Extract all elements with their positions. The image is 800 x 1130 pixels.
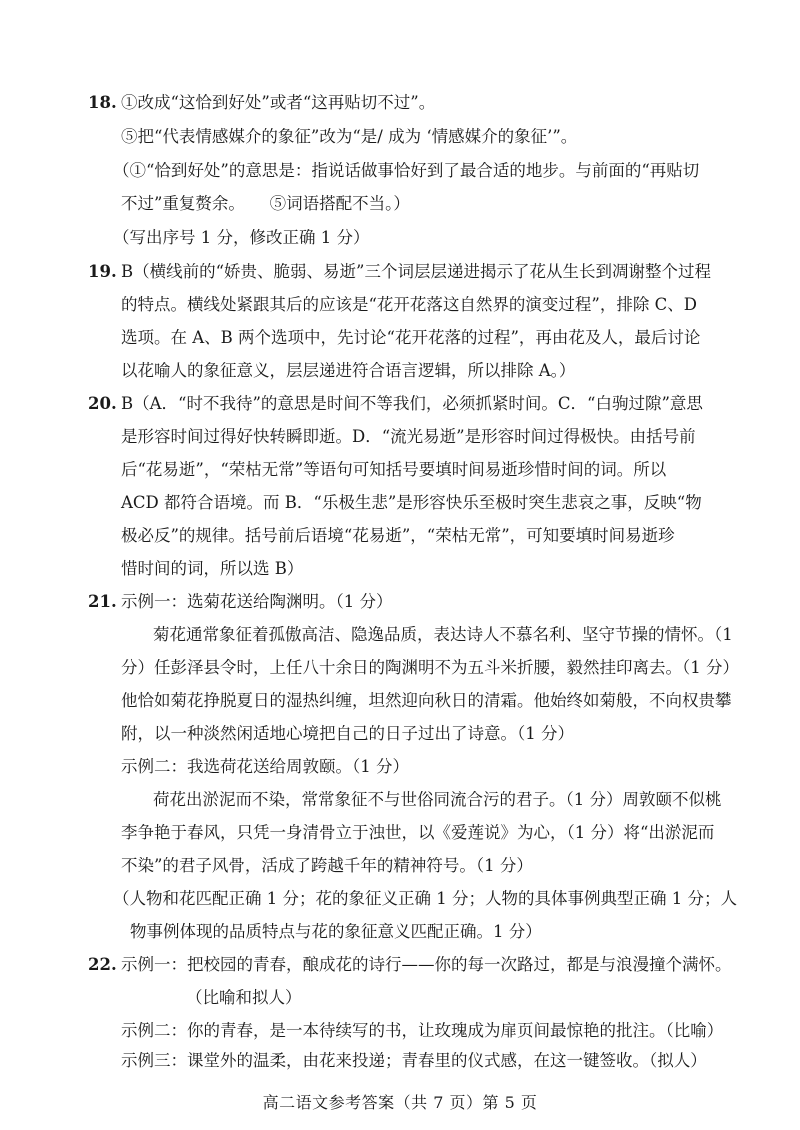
q18-number: 18.: [88, 93, 117, 112]
q20-line-4: ACD 都符合语境。而 B．“乐极生悲”是形容快乐至极时突生悲哀之事，反映“物: [121, 493, 702, 512]
q20-line-1: 20. B（A．“时不我待”的意思是时间不等我们，必须抓紧时间。C．“白驹过隙”意思: [88, 394, 703, 413]
q19-line-1: 19. B（横线前的“娇贵、脆弱、易逝”三个词层层递进揭示了花从生长到凋谢整个过程: [88, 262, 711, 281]
q21-line-9: 不染”的君子风骨，活成了跨越千年的精神符号。（1 分）: [121, 856, 533, 875]
q20-line-3: 后“花易逝”，“荣枯无常”等语句可知括号要填时间易逝珍惜时间的词。所以: [121, 460, 667, 479]
q21-line-8: 李争艳于春风，只凭一身清骨立于浊世，以《爱莲说》为心，（1 分）将“出淤泥而: [121, 823, 715, 842]
q21-line-2: 菊花通常象征着孤傲高洁、隐逸品质，表达诗人不慕名利、坚守节操的情怀。（1: [153, 625, 733, 644]
q21-line-10: （人物和花匹配正确 1 分；花的象征义正确 1 分；人物的具体事例典型正确 1 分；人: [113, 889, 737, 908]
q22-line-4: 示例三：课堂外的温柔，由花来投递；青春里的仪式感，在这一键签收。（拟人）: [121, 1051, 707, 1070]
q18-line-2: ⑤把“代表情感媒介的象征”改为“是/ 成为 ‘情感媒介的象征’”。: [121, 127, 578, 146]
q18-line-5: （写出序号 1 分，修改正确 1 分）: [113, 228, 370, 247]
q22-line-3: 示例二：你的青春，是一本待续写的书，让玫瑰成为扉页间最惊艳的批注。（比喻）: [121, 1021, 724, 1040]
q22-line-2: （比喻和拟人）: [186, 988, 302, 1007]
page-footer: 高二语文参考答案（共 7 页）第 5 页: [262, 1093, 538, 1112]
q19-line-2: 的特点。横线处紧跟其后的应该是“花开花落这自然界的演变过程”，排除 C、D: [121, 295, 697, 314]
q21-number: 21.: [88, 592, 117, 611]
q21-line-7: 荷花出淤泥而不染，常常象征不与世俗同流合污的君子。（1 分）周敦颐不似桃: [153, 790, 722, 809]
q19-line-3: 选项。在 A、B 两个选项中，先讨论“花开花落的过程”，再由花及人，最后讨论: [121, 328, 701, 347]
q21-line-6: 示例二：我选荷花送给周敦颐。（1 分）: [121, 757, 409, 776]
q20-line-5: 极必反”的规律。括号前后语境“花易逝”，“荣枯无常”，可知要填时间易逝珍: [121, 526, 675, 545]
q18-line-1: 18. ①改成“这恰到好处”或者“这再贴切不过”。: [88, 93, 436, 112]
q19-line-4: 以花喻人的象征意义，层层递进符合语言逻辑，所以排除 A。）: [121, 361, 576, 380]
q21-line-4: 他恰如菊花挣脱夏日的湿热纠缠，坦然迎向秋日的清霜。他始终如菊般，不向权贵攀: [121, 691, 732, 710]
q21-line-11: 物事例体现的品质特点与花的象征意义匹配正确。1 分）: [130, 922, 542, 941]
q20-line-6: 惜时间的词，所以选 B）: [121, 559, 304, 578]
q19-number: 19.: [88, 262, 117, 281]
q20-number: 20.: [88, 394, 117, 413]
q22-line-1: 22. 示例一：把校园的青春，酿成花的诗行——你的每一次路过，都是与浪漫撞个满怀。: [88, 955, 732, 974]
q21-line-3: 分）任彭泽县令时，上任八十余日的陶渊明不为五斗米折腰，毅然挂印离去。（1 分）: [121, 658, 739, 677]
q22-number: 22.: [88, 955, 117, 974]
q18-line-3: （①“恰到好处”的意思是：指说话做事恰好到了最合适的地步。与前面的“再贴切: [113, 161, 700, 180]
q20-line-2: 是形容时间过得好快转瞬即逝。D．“流光易逝”是形容时间过得极快。由括号前: [121, 427, 696, 446]
q18-line-4: 不过”重复赘余。 ⑤词语搭配不当。）: [121, 194, 410, 213]
q21-line-1: 21. 示例一：选菊花送给陶渊明。（1 分）: [88, 592, 393, 611]
q21-line-5: 附，以一种淡然闲适地心境把自己的日子过出了诗意。（1 分）: [121, 724, 574, 743]
